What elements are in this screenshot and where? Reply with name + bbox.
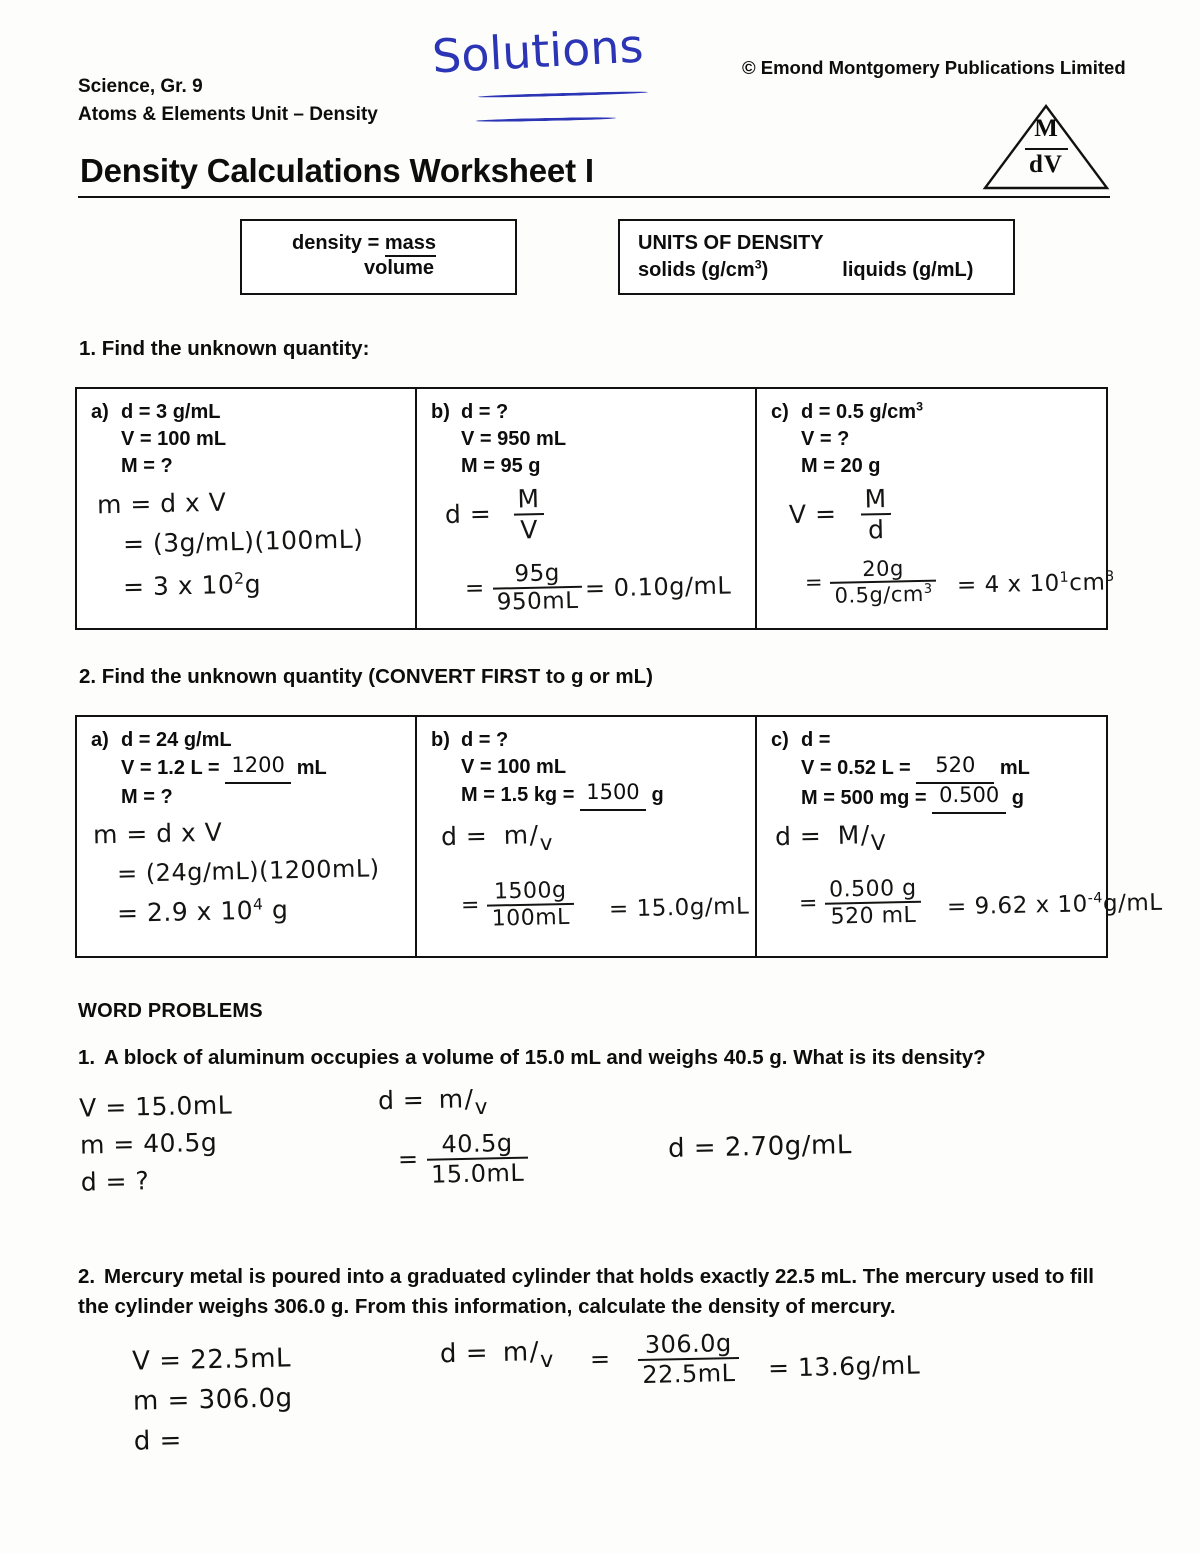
conversion-blank[interactable]: 520 (916, 754, 994, 784)
handwritten-answer: = 4 x $10^1cm^3$ (956, 568, 1115, 599)
word-problem-2-equals: = (589, 1344, 611, 1374)
word-problem-2-answer: = 13.6g/mL (767, 1350, 921, 1383)
page-title: Density Calculations Worksheet I (80, 152, 594, 189)
question-1-cell-c (757, 389, 1115, 628)
word-problems-heading: WORD PROBLEMS (78, 1000, 263, 1022)
course-info (78, 73, 378, 129)
question-2-cell-b (417, 717, 757, 956)
conversion-blank[interactable]: 0.500 (932, 784, 1006, 814)
word-problem-2-text: 2. Mercury metal is poured into a graduated cylinder that holds exactly 22.5 mL. The mercury used to fill the cylinder weighs 306.0 g. From this information, calculate the density of mercury. (78, 1262, 1098, 1322)
question-2-cell-c (757, 717, 1163, 956)
handwritten-answer: = 15.0g/mL (608, 893, 750, 923)
question-2-cell-a (77, 717, 417, 956)
word-problem-2-substitution: $\frac{306.0g}{22.5mL}$ (637, 1329, 739, 1389)
handwritten-answer: = 9.62 x $10^{-4}g/mL$ (946, 889, 1163, 921)
word-problem-1-formula: d = m/v (377, 1084, 489, 1121)
handwritten-substitution: = $\frac{0.500 g}{520 mL}$ (798, 876, 921, 931)
handwritten-substitution: = (24g/mL)(1200mL) (116, 854, 380, 888)
handwritten-answer: = 2.9 x $10^4$ g (116, 895, 289, 928)
handwritten-formula: m = d x V (92, 817, 223, 850)
question-2-table (75, 715, 1163, 958)
given-values: c) d = 0.5 $g/cm^3$ V = ? M = 20 g (771, 399, 923, 477)
word-problem-1-answer: d = 2.70g/mL (667, 1130, 853, 1164)
word-problem-1-given: V = 15.0mL m = 40.5g d = ? (78, 1090, 233, 1197)
units-box-title: UNITS OF DENSITY (638, 232, 824, 254)
triangle-density-volume-symbols: dV (1029, 151, 1063, 178)
word-problem-2-given: V = 22.5mL m = 306.0g d = (131, 1343, 293, 1457)
question-2-label: 2. Find the unknown quantity (CONVERT FIRST to g or mL) (79, 665, 653, 688)
word-problem-1-number: 1. (78, 1046, 96, 1069)
handwritten-substitution: = (3g/mL)(100mL) (122, 524, 364, 559)
word-problem-2-formula: d = m/v (439, 1337, 555, 1374)
handwritten-substitution: = $\frac{20g}{0.5g/cm^3}$ (804, 556, 936, 609)
density-formula-numerator: mass (385, 232, 436, 257)
handwritten-formula: m = d x V (96, 487, 227, 520)
question-1-cell-a (77, 389, 417, 628)
course-line-1: Science, Gr. 9 (78, 76, 203, 97)
handwritten-formula: d = $\frac{M}{V}$ (444, 484, 544, 546)
given-values: b) d = ? V = 100 mL M = 1.5 kg = 1500 g (417, 717, 755, 811)
cell-letter: a) (91, 401, 109, 423)
cell-letter: b) (431, 729, 450, 751)
density-triangle-icon (982, 103, 1110, 191)
handwritten-solutions-label: Solutions (430, 18, 645, 84)
given-values: c) d = V = 0.52 L = 520 mL M = 500 mg = 0.500 g (757, 717, 1106, 814)
conversion-blank[interactable]: 1500 (580, 781, 646, 811)
course-line-2: Atoms & Elements Unit – Density (78, 104, 378, 125)
density-formula-denominator: volume (364, 257, 435, 279)
word-problem-1-substitution: = $\frac{40.5g}{15.0mL}$ (397, 1129, 528, 1190)
handwritten-answer: = 3 x $10^2g$ (122, 569, 262, 602)
question-1-label: 1. Find the unknown quantity: (79, 337, 370, 360)
cell-letter: c) (771, 401, 789, 423)
density-formula-box (240, 219, 517, 295)
units-solids: solids $(g/cm^3)$ (638, 257, 769, 281)
cell-letter: a) (91, 729, 109, 751)
units-of-density-box (618, 219, 1015, 295)
question-1-cell-b (417, 389, 757, 628)
handwritten-substitution: = $\frac{95g}{950mL}$ (464, 560, 582, 616)
units-liquids: liquids (g/mL) (842, 259, 974, 281)
triangle-fraction-bar (1025, 148, 1068, 150)
given-values: a) d = 24 g/mL V = 1.2 L = 1200 mL M = ? (91, 729, 327, 808)
handwritten-formula: d = m/v (440, 820, 554, 857)
question-1-table (75, 387, 1115, 630)
solutions-underline-first (478, 91, 648, 99)
cell-letter: c) (771, 729, 789, 751)
handwritten-answer: = 0.10g/mL (584, 571, 732, 603)
solutions-underline-second (476, 117, 616, 123)
given-values: b) d = ? V = 950 mL M = 95 g (431, 401, 567, 477)
handwritten-formula: d = M/V (774, 820, 887, 857)
title-divider (78, 196, 1110, 198)
given-values: a) d = 3 g/mL V = 100 mL M = ? (91, 401, 227, 477)
word-problem-2-number: 2. (78, 1265, 96, 1288)
word-problem-1-text: 1. A block of aluminum occupies a volume of 15.0 mL and weighs 40.5 g. What is its density? (78, 1043, 1118, 1073)
density-formula-label: density = (292, 232, 385, 254)
triangle-mass-symbol: M (1034, 115, 1058, 142)
conversion-blank[interactable]: 1200 (225, 754, 291, 784)
handwritten-substitution: = $\frac{1500g}{100mL}$ (460, 878, 574, 932)
cell-letter: b) (431, 401, 450, 423)
handwritten-formula: V = $\frac{M}{d}$ (788, 484, 891, 546)
copyright-notice: © Emond Montgomery Publications Limited (742, 57, 1126, 78)
